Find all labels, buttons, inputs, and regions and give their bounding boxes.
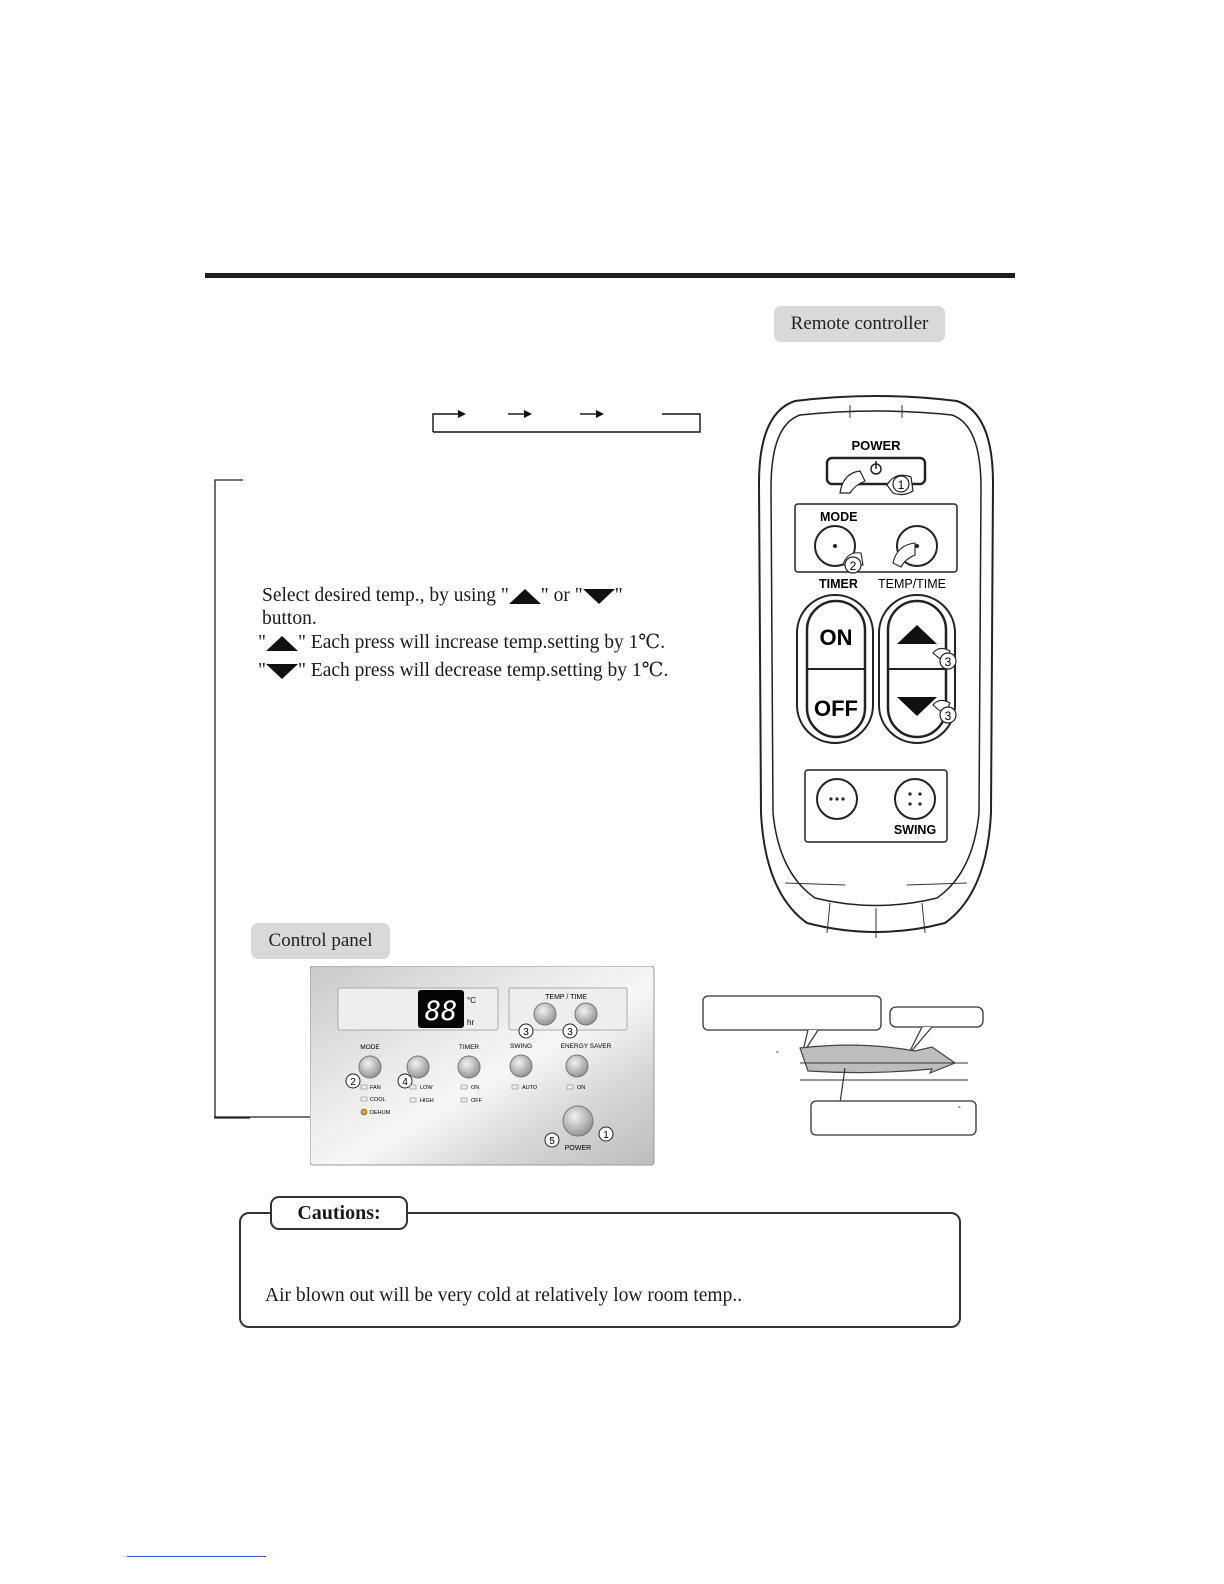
airflow-arrow-icon	[800, 1045, 955, 1073]
panel-auto-indicator: AUTO	[522, 1085, 538, 1091]
quote-mark: "	[258, 632, 266, 653]
instruction-text: Select desired temp., by using "	[262, 585, 509, 606]
callout-box-bottom	[811, 1101, 976, 1135]
panel-high-indicator: HIGH	[420, 1098, 434, 1104]
panel-cool-indicator: COOL	[370, 1097, 386, 1103]
arrowhead-2	[524, 410, 532, 418]
remote-controller-badge: Remote controller	[774, 306, 945, 342]
degree-mark: °	[776, 1051, 779, 1058]
panel-timer-button[interactable]	[458, 1056, 480, 1078]
instruction-text: "	[614, 585, 623, 606]
step-number: 2	[350, 1077, 356, 1088]
instruction-text: " Each press will increase temp.setting by 1℃.	[297, 632, 666, 653]
panel-energy-saver-label: ENERGY SAVER	[560, 1043, 612, 1050]
remote-mode-label: MODE	[820, 510, 858, 524]
panel-unit-hr: hr	[467, 1018, 475, 1027]
cycle-arrow-start	[433, 414, 458, 432]
panel-mode-button[interactable]	[359, 1056, 381, 1078]
footer-link-underline[interactable]	[127, 1556, 266, 1557]
panel-fan-speed-button[interactable]	[407, 1056, 429, 1078]
step-number: 2	[849, 559, 857, 573]
up-arrow-icon	[266, 636, 298, 651]
step-number: 3	[944, 655, 952, 669]
up-arrow-icon	[509, 589, 541, 604]
panel-temp-time-label: TEMP / TIME	[545, 994, 587, 1001]
panel-swing-label: SWING	[509, 1043, 533, 1050]
panel-energy-saver-button[interactable]	[566, 1055, 588, 1077]
remote-controller-illustration	[755, 393, 997, 938]
step-number: 1	[897, 478, 905, 492]
bracket-connector	[210, 476, 250, 1121]
down-arrow-icon	[266, 664, 298, 679]
panel-temp-down-button[interactable]	[575, 1003, 597, 1025]
step-number: 3	[944, 709, 952, 723]
arrowhead-3	[596, 410, 604, 418]
panel-dehum-indicator: DEHUM	[370, 1110, 391, 1116]
step-number: 5	[549, 1136, 555, 1147]
cautions-title: Cautions:	[270, 1196, 408, 1230]
panel-fan-indicator: FAN	[370, 1085, 381, 1091]
panel-swing-button[interactable]	[510, 1055, 532, 1077]
control-panel-illustration	[310, 966, 655, 1166]
down-arrow-icon	[583, 589, 615, 604]
instruction-line-4	[258, 659, 668, 682]
step-number: 3	[523, 1027, 529, 1038]
panel-timer-label: TIMER	[458, 1044, 480, 1051]
remote-timer-label: TIMER	[819, 577, 858, 591]
airflow-diagram	[700, 993, 988, 1139]
instruction-text: " Each press will decrease temp.setting by 1℃.	[297, 660, 669, 681]
mode-cycle-diagram	[430, 404, 706, 434]
callout-box-left	[703, 996, 881, 1030]
step-number: 1	[603, 1130, 609, 1141]
instruction-line-1	[262, 584, 623, 607]
instruction-line-3	[258, 631, 665, 654]
panel-unit-c: °C	[467, 996, 476, 1005]
panel-power-label: POWER	[564, 1145, 592, 1152]
panel-mode-label: MODE	[360, 1044, 380, 1051]
panel-timer-on-indicator: ON	[471, 1085, 480, 1091]
panel-display-digits: 88	[424, 996, 458, 1027]
panel-temp-up-button[interactable]	[534, 1003, 556, 1025]
degree-mark: °	[958, 1106, 961, 1113]
instruction-text: " or "	[540, 585, 583, 606]
step-number: 4	[402, 1077, 408, 1088]
quote-mark: "	[258, 660, 266, 681]
remote-swing-label: SWING	[893, 823, 937, 837]
instruction-line-2: button.	[262, 608, 317, 629]
panel-power-button[interactable]	[563, 1106, 593, 1136]
remote-timer-off-button[interactable]: OFF	[814, 696, 858, 721]
control-panel-badge: Control panel	[251, 923, 390, 959]
panel-timer-off-indicator: OFF	[471, 1098, 482, 1104]
top-rule	[205, 273, 1015, 278]
step-number: 3	[567, 1027, 573, 1038]
remote-swing-button[interactable]	[895, 779, 935, 819]
panel-es-on-indicator: ON	[577, 1085, 586, 1091]
remote-timer-on-button[interactable]: ON	[819, 625, 853, 650]
callout-box-right	[890, 1007, 983, 1027]
cycle-return-line	[433, 414, 700, 432]
caution-text: Air blown out will be very cold at relatively low room temp..	[265, 1285, 743, 1306]
remote-power-label: POWER	[851, 438, 901, 453]
remote-temp-time-label: TEMP/TIME	[877, 577, 947, 591]
panel-low-indicator: LOW	[420, 1085, 433, 1091]
arrowhead-1	[458, 410, 466, 418]
